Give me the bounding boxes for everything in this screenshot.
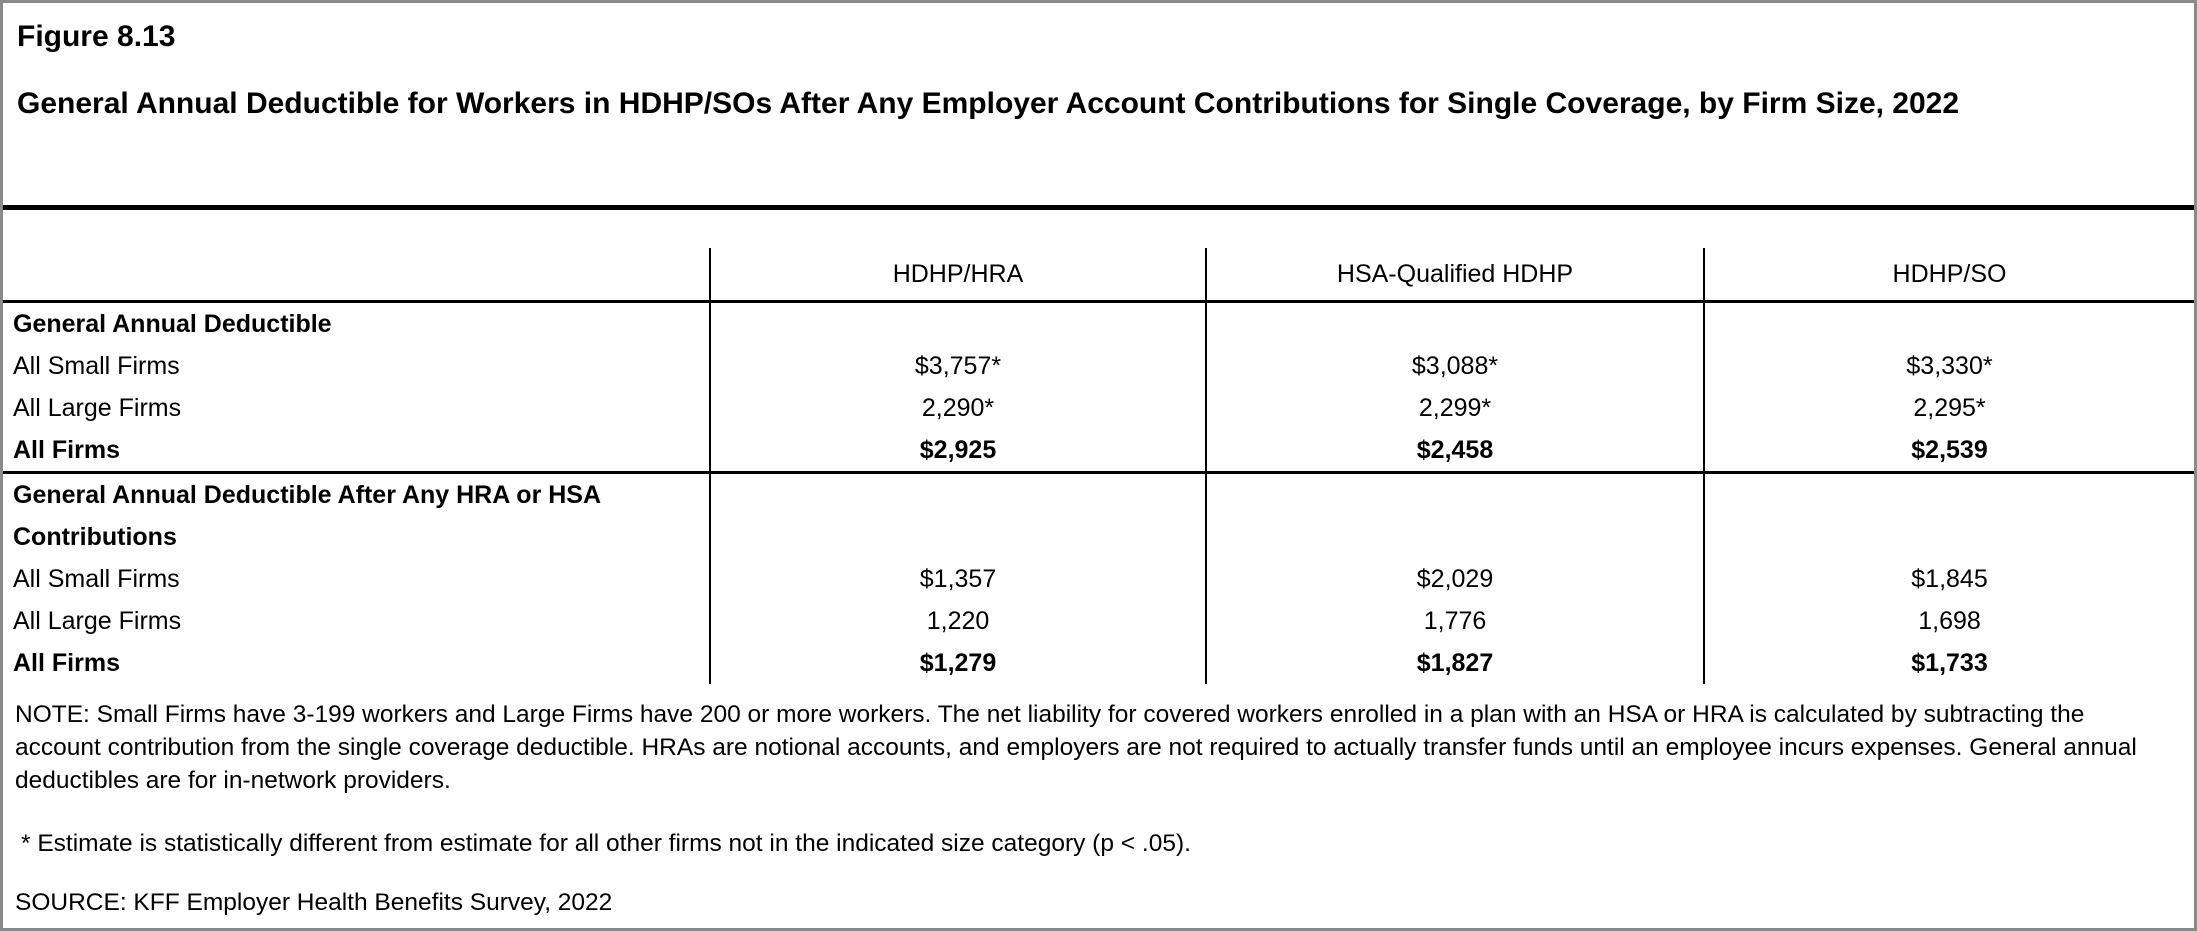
figure-title: General Annual Deductible for Workers in HDHP/SOs After Any Employer Account Contributions for Single Coverage, by Firm Size, 2022	[17, 87, 1960, 120]
cell-value: 1,220	[709, 600, 1205, 642]
cell-value: 2,295*	[1703, 387, 2194, 429]
empty-cell	[709, 303, 1205, 345]
figure-header	[3, 3, 2194, 205]
cell-value: $3,757*	[709, 345, 1205, 387]
cell-value: 2,290*	[709, 387, 1205, 429]
cell-value: $1,827	[1205, 642, 1703, 684]
cell-value: $1,845	[1703, 558, 2194, 600]
empty-cell	[1205, 303, 1703, 345]
empty-cell	[1205, 474, 1703, 558]
section-1-title: General Annual Deductible	[13, 310, 332, 338]
cell-value: 2,299*	[1205, 387, 1703, 429]
cell-value: $1,357	[709, 558, 1205, 600]
empty-cell	[1703, 474, 2194, 558]
asterisk-footnote: * Estimate is statistically different from estimate for all other firms not in the indicated size category (p < .05).	[21, 830, 1191, 857]
cell-value: $2,029	[1205, 558, 1703, 600]
row-label: All Firms	[13, 649, 120, 677]
table-row-total	[3, 642, 2194, 684]
section-2-title: General Annual Deductible After Any HRA or HSA Contributions	[13, 481, 601, 551]
section-2-header-row	[3, 474, 2194, 558]
deductible-table	[3, 210, 2194, 684]
table-header-spacer	[3, 210, 2194, 248]
note-paragraph: NOTE: Small Firms have 3-199 workers and Large Firms have 200 or more workers. The net liability for covered workers enrolled in a plan with an HSA or HRA is calculated by subtracting the account contribution from the single coverage deductible. HRAs are notional accounts, and employers are not required to actually transfer funds until an employee incurs expenses. General annual deductibles are for in-network providers.	[15, 701, 2137, 794]
table-row	[3, 345, 2194, 387]
row-label: All Large Firms	[13, 394, 182, 422]
cell-value: $2,539	[1703, 429, 2194, 471]
cell-value: 1,776	[1205, 600, 1703, 642]
cell-value: 1,698	[1703, 600, 2194, 642]
column-header-hdhp-hra: HDHP/HRA	[709, 248, 1205, 300]
source-line: SOURCE: KFF Employer Health Benefits Survey, 2022	[15, 889, 613, 916]
row-label: All Firms	[13, 436, 120, 464]
row-label: All Small Firms	[13, 565, 180, 593]
cell-value: $2,925	[709, 429, 1205, 471]
empty-cell	[1703, 303, 2194, 345]
cell-value: $3,088*	[1205, 345, 1703, 387]
cell-value: $3,330*	[1703, 345, 2194, 387]
empty-cell	[709, 474, 1205, 558]
table-row	[3, 387, 2194, 429]
figure-label: Figure 8.13	[17, 20, 176, 53]
cell-value: $2,458	[1205, 429, 1703, 471]
column-header-hdhp-so: HDHP/SO	[1703, 248, 2194, 300]
table-header-row	[3, 248, 2194, 300]
table-row	[3, 558, 2194, 600]
column-header-empty	[3, 248, 709, 300]
cell-value: $1,733	[1703, 642, 2194, 684]
row-label: All Small Firms	[13, 352, 180, 380]
table-row	[3, 600, 2194, 642]
row-label: All Large Firms	[13, 607, 182, 635]
cell-value: $1,279	[709, 642, 1205, 684]
column-header-hsa-qualified-hdhp: HSA-Qualified HDHP	[1205, 248, 1703, 300]
section-1-header-row	[3, 303, 2194, 345]
table-row-total	[3, 429, 2194, 471]
